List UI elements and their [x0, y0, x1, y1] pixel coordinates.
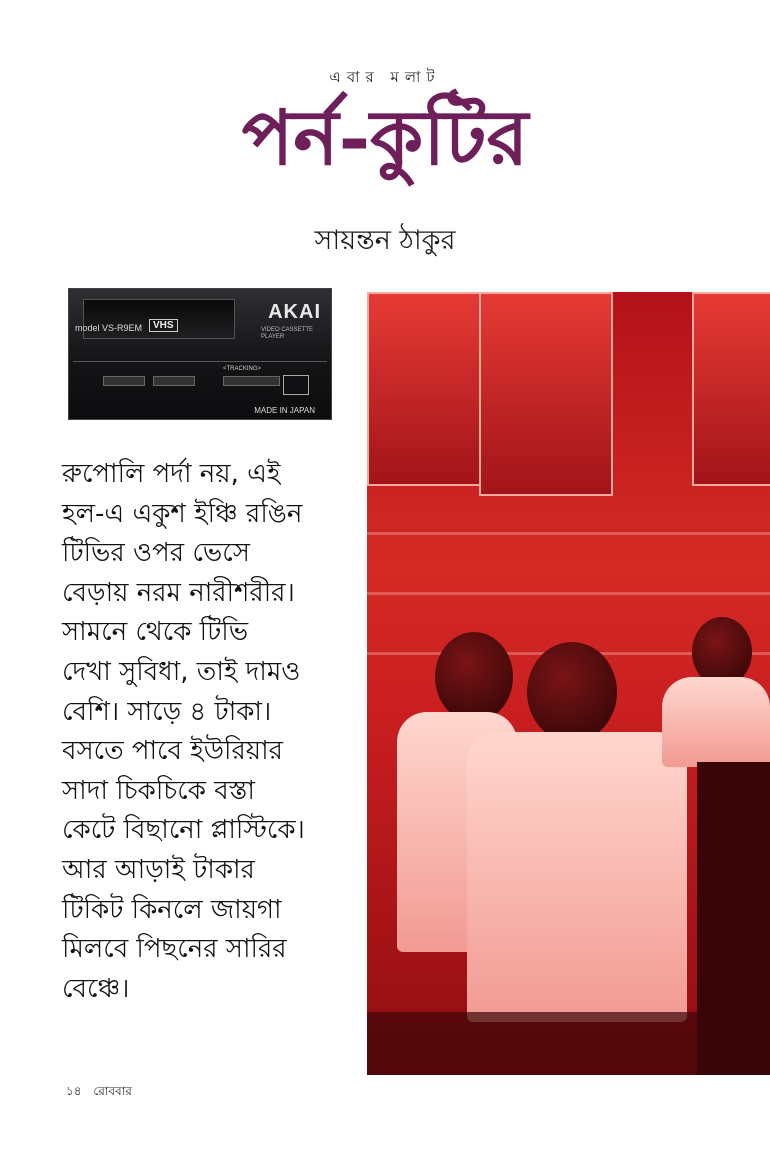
- body-line: মিলবে পিছনের সারির: [62, 934, 287, 965]
- body-line: রুপোলি পর্দা নয়, এই: [62, 459, 281, 489]
- body-line: দেখা সুবিধা, তাই দামও: [62, 656, 301, 687]
- poster-center: [479, 292, 613, 496]
- page-footer: [66, 1083, 140, 1103]
- article-body: [62, 455, 352, 1009]
- person-shirt: [662, 677, 770, 767]
- body-line: হল-এ একুশ ইঞ্চি রঙিন: [62, 498, 303, 529]
- body-line: টিকিট কিনলে জায়গা: [62, 894, 282, 925]
- wall-line: [367, 532, 770, 535]
- audience-photo: [367, 292, 770, 1075]
- author-byline: সায়ন্তন ঠাকুর: [314, 225, 456, 256]
- vhs-logo: VHS: [149, 319, 178, 332]
- tracking-label: <TRACKING>: [223, 366, 262, 372]
- made-in-label: MADE IN JAPAN: [254, 406, 315, 415]
- person-head: [527, 642, 617, 742]
- vcr-sub-label: VIDEO CASSETTE PLAYER: [261, 327, 314, 340]
- poster-right: [692, 292, 770, 486]
- body-line: বেঞ্চে।: [62, 973, 130, 1004]
- section-kicker: এবার মলাট: [329, 68, 441, 86]
- body-line: সামনে থেকে টিভি: [62, 617, 249, 648]
- body-line: কেটে বিছানো প্লাস্টিকে।: [62, 815, 305, 846]
- akai-logo: AKAI: [268, 301, 321, 323]
- page-number: ১৪: [66, 1084, 82, 1098]
- article-title: পর্ন-কুটির: [241, 93, 529, 182]
- poster-left: [367, 292, 481, 486]
- body-line: বসতে পাবে ইউরিয়ার: [62, 736, 283, 767]
- vcr-model-label: model VS-R9EM: [75, 323, 143, 333]
- person-shirt: [467, 732, 687, 1022]
- body-line: বেড়ায় নরম নারীশরীর।: [62, 577, 295, 608]
- vcr-photo: [68, 288, 332, 420]
- floor-shadow: [367, 1012, 770, 1075]
- tracking-button-shape: [223, 376, 280, 386]
- body-line: সাদা চিকচিকে বস্তা: [62, 775, 255, 806]
- wall-line: [367, 592, 770, 595]
- body-line: আর আড়াই টাকার: [62, 854, 255, 885]
- body-line: টিভির ওপর ভেসে: [62, 538, 250, 569]
- body-line: বেশি। সাড়ে ৪ টাকা।: [62, 696, 272, 727]
- play-button-shape: [153, 376, 195, 386]
- rewind-button-shape: [103, 376, 145, 386]
- vcr-display-box: [283, 375, 309, 395]
- magazine-name: রোববার: [93, 1084, 132, 1098]
- person-head: [435, 632, 513, 722]
